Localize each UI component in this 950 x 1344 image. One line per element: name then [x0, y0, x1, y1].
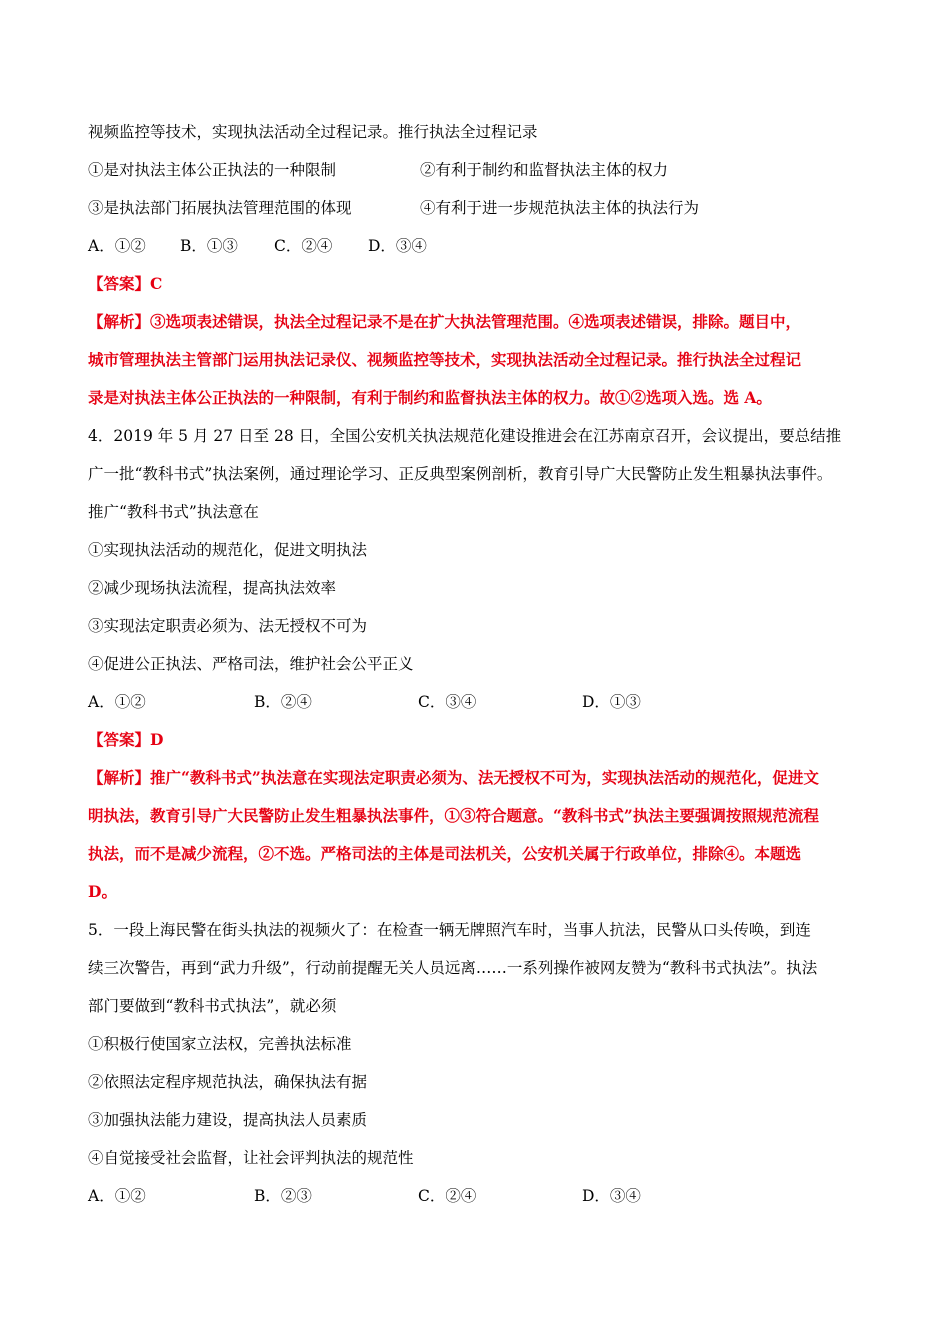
q3-choice-b: B．①③ [180, 237, 238, 255]
q5-option-2: ②依照法定程序规范执法，确保执法有据 [88, 1073, 368, 1091]
q3-option-2: ②有利于制约和监督执法主体的权力 [420, 161, 669, 179]
q4-choice-d: D．①③ [582, 693, 641, 711]
q5-choice-b: B．②③ [254, 1187, 312, 1205]
q4-analysis-line-4: D。 [88, 882, 117, 901]
q5-choice-a: A．①② [88, 1187, 146, 1205]
q4-stem-line-1: 4．2019 年 5 月 27 日至 28 日，全国公安机关执法规范化建设推进会在江苏南京召开，会议提出，要总结推 [88, 427, 842, 445]
q3-choice-c: C．②④ [274, 237, 333, 255]
q5-stem-line-1: 5．一段上海民警在街头执法的视频火了：在检查一辆无牌照汽车时，当事人抗法，民警从口头传唤，到连 [88, 921, 811, 939]
q4-option-1: ①实现执法活动的规范化，促进文明执法 [88, 541, 368, 559]
q4-stem-line-3: 推广“教科书式”执法意在 [88, 503, 259, 521]
q5-stem-line-3: 部门要做到“教科书式执法”，就必须 [88, 997, 337, 1015]
q3-option-1: ①是对执法主体公正执法的一种限制 [88, 161, 337, 179]
q3-option-4: ④有利于进一步规范执法主体的执法行为 [420, 199, 700, 217]
q3-stem-tail: 视频监控等技术，实现执法活动全过程记录。推行执法全过程记录 [88, 123, 538, 141]
q4-analysis-line-2: 明执法，教育引导广大民警防止发生粗暴执法事件，①③符合题意。“教科书式”执法主要强调按照规范流程 [88, 806, 819, 825]
q5-option-4: ④自觉接受社会监督，让社会评判执法的规范性 [88, 1149, 414, 1167]
q3-analysis-line-3: 录是对执法主体公正执法的一种限制，有利于制约和监督执法主体的权力。故①②选项入选。选 A。 [88, 388, 772, 407]
q3-analysis-line-2: 城市管理执法主管部门运用执法记录仪、视频监控等技术，实现执法活动全过程记录。推行执法全过程记 [88, 350, 802, 369]
q4-analysis-line-1: 【解析】推广“教科书式”执法意在实现法定职责必须为、法无授权不可为，实现执法活动的规范化，促进文 [88, 768, 819, 787]
q3-options-row-1 [88, 159, 868, 181]
q3-answer: 【答案】C [88, 274, 163, 293]
q3-option-3: ③是执法部门拓展执法管理范围的体现 [88, 199, 352, 217]
q4-choice-b: B．②④ [254, 693, 312, 711]
q5-choice-c: C．②④ [418, 1187, 477, 1205]
q3-choice-a: A．①② [88, 237, 146, 255]
q5-option-1: ①积极行使国家立法权，完善执法标准 [88, 1035, 352, 1053]
q4-answer: 【答案】D [88, 730, 164, 749]
q5-option-3: ③加强执法能力建设，提高执法人员素质 [88, 1111, 368, 1129]
q3-options-row-2 [88, 197, 868, 219]
q4-option-2: ②减少现场执法流程，提高执法效率 [88, 579, 337, 597]
q4-option-4: ④促进公正执法、严格司法，维护社会公平正义 [88, 655, 414, 673]
q4-analysis-line-3: 执法，而不是减少流程，②不选。严格司法的主体是司法机关，公安机关属于行政单位，排除④。本题选 [88, 844, 802, 863]
q4-choice-a: A．①② [88, 693, 146, 711]
q4-choice-c: C．③④ [418, 693, 477, 711]
q5-stem-line-2: 续三次警告，再到“武力升级”，行动前提醒无关人员远离……一系列操作被网友赞为“教科书式执法”。执法 [88, 959, 818, 977]
q3-analysis-line-1: 【解析】③选项表述错误，执法全过程记录不是在扩大执法管理范围。④选项表述错误，排除。题目中， [88, 312, 802, 331]
q4-option-3: ③实现法定职责必须为、法无授权不可为 [88, 617, 368, 635]
q3-choice-d: D．③④ [368, 237, 427, 255]
q4-stem-line-2: 广一批“教科书式”执法案例，通过理论学习、正反典型案例剖析，教育引导广大民警防止发生粗暴执法事件。 [88, 465, 833, 483]
q5-choice-d: D．③④ [582, 1187, 641, 1205]
